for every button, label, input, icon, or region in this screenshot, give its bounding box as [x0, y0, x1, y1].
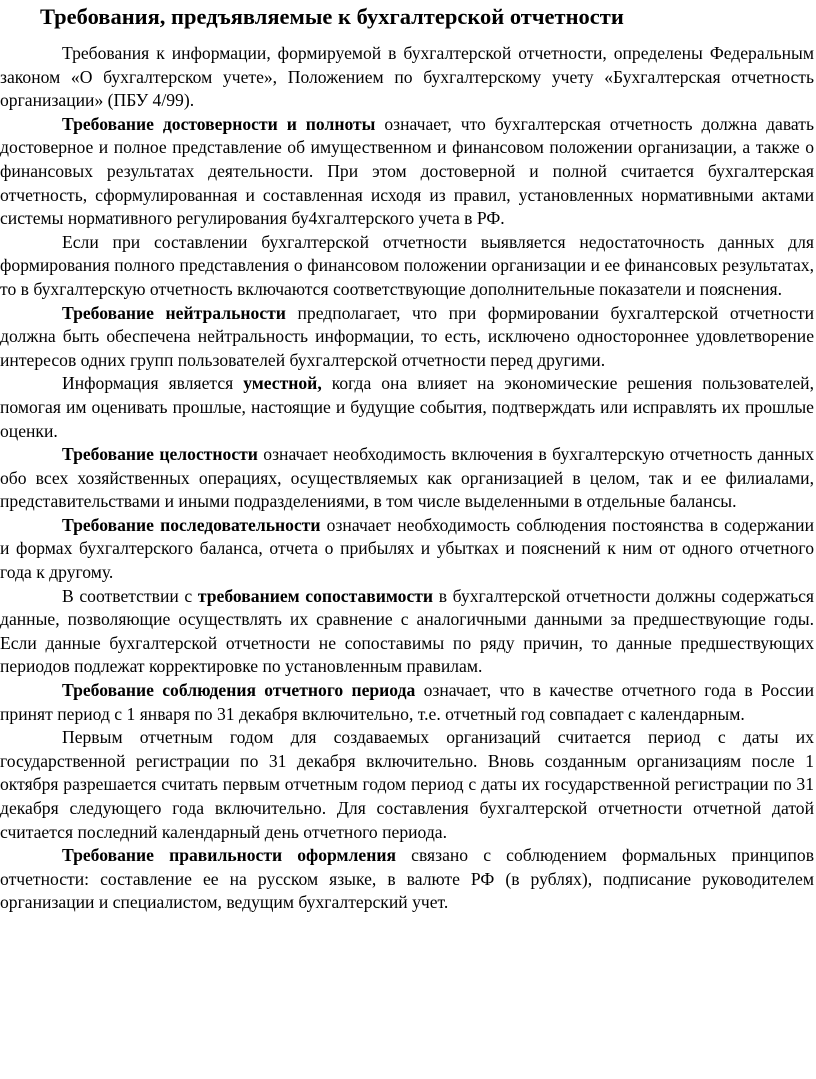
term-heading: требованием сопоставимости	[197, 585, 434, 606]
paragraph-text: предполагает, что при формировании бухгалтерской отчетности должна быть обеспечена нейтральность информации, то есть, исключено одностороннее удовлетворение интересов одних групп пользователей бухгалтерской отчетности перед другими.	[0, 302, 814, 370]
paragraph-text: когда она влияет на экономические решения пользователей, помогая им оценивать прошлые, настоящие и будущие события, подтверждать или исправлять их прошлые оценки.	[0, 373, 814, 441]
paragraph-intro	[0, 42, 814, 113]
term-heading: Требование достоверности и полноты	[62, 113, 376, 134]
term-heading: Требование целостности	[62, 444, 258, 465]
document-title: Требования, предъявляемые к бухгалтерской отчетности	[40, 4, 624, 29]
paragraph-text: Если при составлении бухгалтерской отчетности выявляется недостаточность данных для формирования полного представления о финансовом положении организации и ее финансовых результатах, то в бухгалтерскую отчетность включаются соответствующие дополнительные показатели и пояснения.	[0, 231, 814, 299]
paragraph-integrity	[0, 443, 814, 514]
paragraph-text: В соответствии с	[62, 585, 198, 606]
paragraph-reporting-period	[0, 679, 814, 726]
paragraph-text: означает необходимость включения в бухгалтерскую отчетность данных обо всех хозяйственных операциях, осуществляемых как организацией в целом, так и ее филиалами, представительствами и иными подразделениями, в том числе выделенными в отдельные балансы.	[0, 444, 815, 512]
paragraph-insufficiency	[0, 231, 814, 302]
paragraph-text: Информация является	[62, 373, 244, 394]
paragraph-correct-formatting	[0, 844, 814, 915]
paragraph-text: означает, что в качестве отчетного года в России принят период с 1 января по 31 декабря включительно, т.е. отчетный год совпадает с календарным.	[0, 680, 815, 724]
paragraph-text: Требования к информации, формируемой в бухгалтерской отчетности, определены Федеральным законом «О бухгалтерском учете», Положением по бухгалтерскому учету «Бухгалтерская отчетность организации» (ПБУ 4/99).	[0, 43, 814, 111]
paragraph-text: означает необходимость соблюдения постоянства в содержании и формах бухгалтерского баланса, отчета о прибылях и убытках и пояснений к ним от одного отчетного года к другому.	[0, 514, 815, 583]
term-heading: Требование последовательности	[62, 514, 321, 535]
paragraph-consistency	[0, 514, 814, 585]
paragraph-reliability-completeness	[0, 113, 814, 231]
paragraph-text: связано с соблюдением формальных принципов отчетности: составление ее на русском языке, в валюте РФ (в рублях), подписание руководителем организации и специалистом, ведущим бухгалтерский учет.	[0, 845, 814, 913]
paragraph-relevance	[0, 372, 814, 443]
term-heading: уместной,	[243, 373, 322, 394]
paragraph-comparability	[0, 585, 814, 679]
paragraph-neutrality	[0, 302, 814, 373]
term-heading: Требование соблюдения отчетного периода	[62, 680, 416, 701]
paragraph-first-reporting-year	[0, 726, 814, 844]
paragraph-text: в бухгалтерской отчетности должны содержаться данные, позволяющие осуществлять их сравнение с аналогичными данными за предшествующие годы. Если данные бухгалтерской отчетности не сопоставимы по ряду причин, то данные предшествующих периодов подлежат корректировке по установленным правилам.	[0, 585, 815, 677]
term-heading: Требование нейтральности	[62, 302, 286, 323]
paragraph-text: означает, что бухгалтерская отчетность должна давать достоверное и полное представление об имущественном и финансовом положении организации, а также о финансовых результатах деятельности. При этом достоверной и полной считается бухгалтерская отчетность, сформулированная и составленная исходя из правил, установленных нормативными актами системы нормативного регулирования бу4хгалтерского учета в РФ.	[0, 113, 814, 229]
term-heading: Требование правильности оформления	[62, 845, 397, 866]
paragraph-text: Первым отчетным годом для создаваемых организаций считается период с даты их государственной регистрации по 31 декабря включительно. Вновь созданным организациям после 1 октября разрешается считать первым отчетным годом период с даты их государственной регистрации по 31 декабря следующего года включительно. Для составления бухгалтерской отчетности отчетной датой считается последний календарный день отчетного периода.	[0, 727, 814, 842]
